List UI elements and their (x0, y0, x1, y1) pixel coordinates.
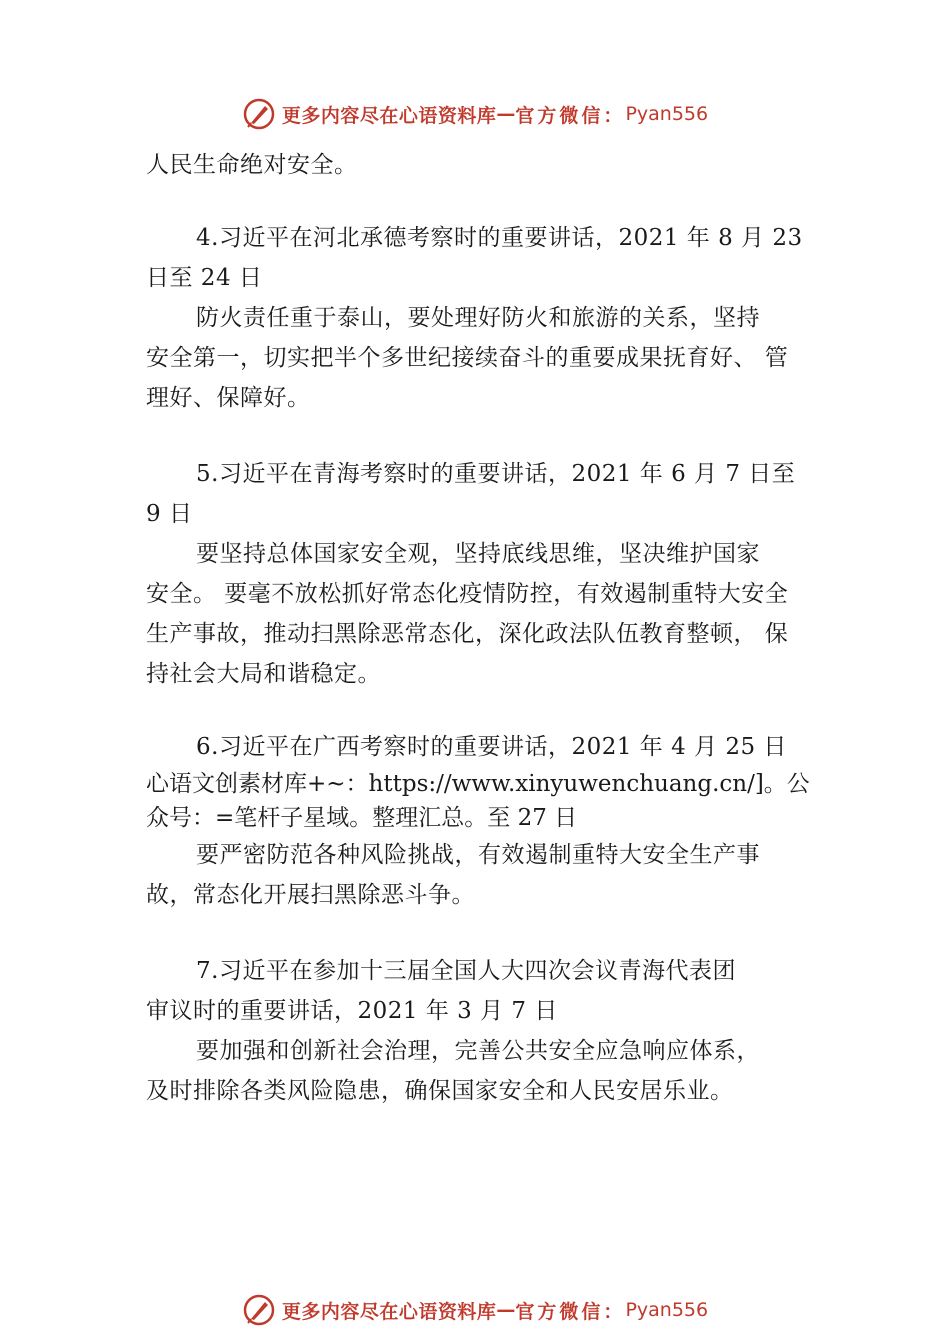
banner-dash: — (496, 103, 516, 125)
banner-text: 更多内容尽在心语资料库 (281, 1300, 497, 1323)
banner-label: 官方微信： (515, 1300, 626, 1323)
section-heading-cont: 日至 24 日 (146, 265, 263, 291)
text-line: 要坚持总体国家安全观，坚持底线思维，坚决维护国家 (196, 541, 760, 567)
banner-label: 官方微信： (515, 104, 626, 127)
text-line: 安全。 要毫不放松抓好常态化疫情防控，有效遏制重特大安全 (146, 581, 789, 607)
section-heading: 4.习近平在河北承德考察时的重要讲话，2021 年 8 月 23 (196, 225, 803, 251)
quill-in-circle-logo-icon (242, 97, 276, 131)
banner-dash: — (496, 1299, 516, 1321)
text-line: 人民生命绝对安全。 (146, 152, 358, 178)
header-watermark-banner (0, 94, 950, 134)
quill-in-circle-logo-icon (242, 1293, 276, 1327)
section-heading: 5.习近平在青海考察时的重要讲话，2021 年 6 月 7 日至 (196, 461, 796, 487)
source-note-line: 众号：=笔杆子星域。整理汇总。至 27 日 (146, 805, 578, 831)
banner-text: 更多内容尽在心语资料库 (281, 104, 497, 127)
banner-wechat-id: Pyan556 (625, 103, 709, 125)
text-line: 故，常态化开展扫黑除恶斗争。 (146, 882, 475, 908)
section-heading: 7.习近平在参加十三届全国人大四次会议青海代表团 (196, 958, 736, 984)
text-line: 要严密防范各种风险挑战，有效遏制重特大安全生产事 (196, 842, 760, 868)
text-line: 理好、保障好。 (146, 385, 311, 411)
text-line: 持社会大局和谐稳定。 (146, 661, 381, 687)
banner-wechat-id: Pyan556 (625, 1299, 709, 1321)
text-line: 防火责任重于泰山，要处理好防火和旅游的关系，坚持 (196, 305, 760, 331)
source-url-line: 心语文创素材库+~：https://www.xinyuwenchuang.cn/]。公 (146, 771, 810, 797)
section-heading-cont: 9 日 (146, 501, 193, 527)
section-heading: 6.习近平在广西考察时的重要讲话，2021 年 4 月 25 日 (196, 734, 787, 760)
document-body (146, 145, 836, 1111)
footer-watermark-banner (0, 1290, 950, 1330)
text-line: 生产事故，推动扫黑除恶常态化，深化政法队伍教育整顿， 保 (146, 621, 789, 647)
text-line: 要加强和创新社会治理，完善公共安全应急响应体系， (196, 1038, 760, 1064)
text-line: 及时排除各类风险隐患，确保国家安全和人民安居乐业。 (146, 1078, 734, 1104)
text-line: 安全第一，切实把半个多世纪接续奋斗的重要成果抚育好、 管 (146, 345, 789, 371)
section-heading-cont: 审议时的重要讲话，2021 年 3 月 7 日 (146, 998, 558, 1024)
